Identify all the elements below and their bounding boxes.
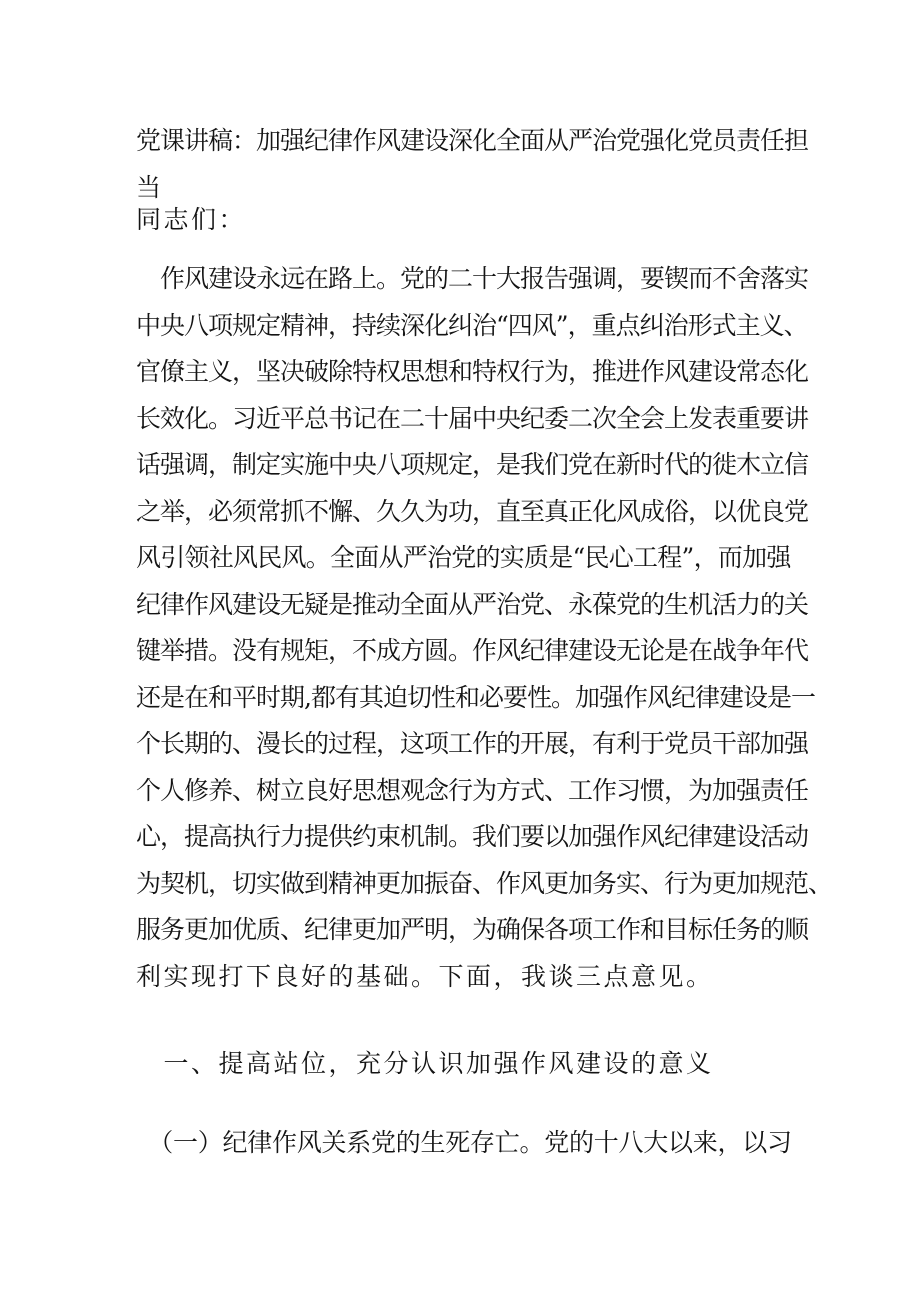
- paragraph-line: 个人修养、树立良好思想观念行为方式、工作习惯，为加强责任: [136, 775, 809, 805]
- paragraph-line: 个长期的、漫长的过程，这项工作的开展，有利于党员干部加强: [136, 729, 809, 758]
- greeting: [136, 199, 796, 240]
- paragraph-line: 纪律作风建设无疑是推动全面从严治党、永葆党的生机活力的关: [136, 589, 809, 619]
- subsection-paragraph: [136, 1122, 796, 1163]
- paragraph-line: 键举措。没有规矩，不成方圆。作风纪律建设无论是在战争年代: [136, 636, 809, 665]
- paragraph-line: 作风建设永远在路上。党的二十大报告强调，要锲而不舍落实: [136, 264, 809, 293]
- paragraph-line: 之举，必须常抓不懈、久久为功，直至真正化风成俗，以优良党: [136, 496, 809, 526]
- section-heading-text: 一、提高站位，充分认识加强作风建设的意义: [136, 1049, 714, 1078]
- subsection-line: （一）纪律作风关系党的生死存亡。党的十八大以来，以习: [136, 1128, 792, 1157]
- paragraph-line: 为契机，切实做到精神更加振奋、作风更加务实、行为更加规范、: [136, 868, 833, 898]
- paragraph-line: 利实现打下良好的基础。下面，我谈三点意见。: [136, 961, 714, 991]
- paragraph-line: 长效化。习近平总书记在二十届中央纪委二次全会上发表重要讲: [136, 403, 809, 433]
- paragraph-line: 官僚主义，坚决破除特权思想和特权行为，推进作风建设常态化: [136, 357, 809, 386]
- title-line: 党课讲稿：加强纪律作风建设深化全面从严治党强化党员责任担: [136, 126, 809, 155]
- body-paragraph: [136, 256, 833, 1000]
- title-line: 当: [136, 173, 164, 202]
- paragraph-line: 风引领社风民风。全面从严治党的实质是“民心工程”，而加强: [136, 543, 791, 572]
- paragraph-line: 还是在和平时期,都有其迫切性和必要性。加强作风纪律建设是一: [136, 682, 815, 712]
- paragraph-line: 服务更加优质、纪律更加严明，为确保各项工作和目标任务的顺: [136, 915, 809, 944]
- paragraph-line: 中央八项规定精神，持续深化纠治“四风”，重点纠治形式主义、: [136, 310, 808, 340]
- paragraph-line: 心，提高执行力提供约束机制。我们要以加强作风纪律建设活动: [136, 822, 809, 851]
- document-title: [136, 117, 809, 211]
- section-heading: [136, 1043, 796, 1084]
- paragraph-line: 话强调，制定实施中央八项规定，是我们党在新时代的徙木立信: [136, 450, 809, 479]
- greeting-text: 同志们：: [136, 205, 247, 234]
